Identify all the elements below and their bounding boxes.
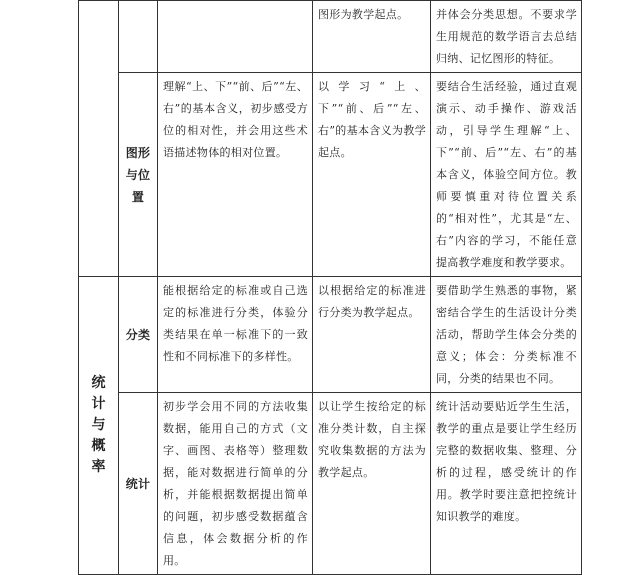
- goal-cell: [158, 1, 313, 73]
- advice-cell: 要借助学生熟悉的事物，紧密结合学生的生活设计分类活动，帮助学生体会分类的意义；体会：分类标准不同，分类的结果也不同。: [431, 277, 582, 393]
- domain-cell-graphics: [79, 1, 119, 277]
- goal-cell: 能根据给定的标准或自己选定的标准进行分类，体验分类结果在单一标准下的一致性和不同标准下的多样性。: [158, 277, 313, 393]
- start-cell: 以根据给定的标准进行分类为教学起点。: [313, 277, 431, 393]
- sub-cell-classification: 分类: [119, 277, 158, 393]
- start-cell: 以让学生按给定的标准分类计数，自主探究收集数据的方法为教学起点。: [313, 393, 431, 575]
- sub-cell-position: 图形与位置: [119, 73, 158, 277]
- start-cell: 以学习“上、下”“前、后”“左、右”的基本含义为教学起点。: [313, 73, 431, 277]
- advice-cell: 并体会分类思想。不要求学生用规范的数学语言去总结归纳、记忆图形的特征。: [431, 1, 582, 73]
- advice-cell: 要结合生活经验，通过直观演示、动手操作、游戏活动，引导学生理解“上、下”“前、后”“左、右”的基本含义，体验空间方位。教师要慎重对待位置关系的“相对性”，尤其是“左、右”内容的学习，不能任意提高教学难度和教学要求。: [431, 73, 582, 277]
- domain-cell-statistics: 统计与概率: [79, 277, 119, 575]
- goal-cell: 理解“上、下”“前、后”“左、右”的基本含义，初步感受方位的相对性，并会用这些术语描述物体的相对位置。: [158, 73, 313, 277]
- table-row: [79, 1, 582, 73]
- table-row: [79, 73, 582, 277]
- sub-cell-statistics: 统计: [119, 393, 158, 575]
- advice-cell: 统计活动要贴近学生生活，教学的重点是要让学生经历完整的数据收集、整理、分析的过程，感受统计的作用。教学时要注意把控统计知识教学的难度。: [431, 393, 582, 575]
- table-row: [79, 393, 582, 575]
- sub-cell-empty: [119, 1, 158, 73]
- curriculum-table: [78, 0, 582, 575]
- table-row: [79, 277, 582, 393]
- goal-cell: 初步学会用不同的方法收集数据，能用自己的方式（文字、画图、表格等）整理数据，能对数据进行简单的分析，并能根据数据提出简单的问题，初步感受数据蕴含信息，体会数据分析的作用。: [158, 393, 313, 575]
- start-cell: 图形为教学起点。: [313, 1, 431, 73]
